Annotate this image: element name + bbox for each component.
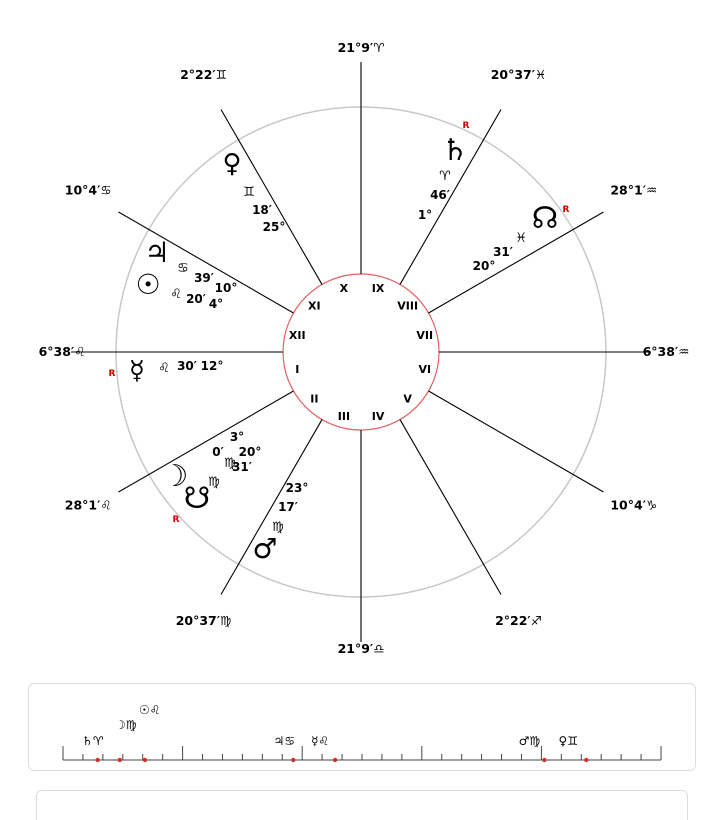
cusp-label-xi: 2°22′♊ (180, 67, 227, 83)
north-node-sign: ♓ (515, 231, 527, 246)
mars-min: 17′ (278, 500, 298, 514)
cusp-label-i: 6°38′♌ (38, 344, 86, 359)
cusp-label-v: 2°22′♐ (495, 612, 542, 628)
strip-label: ♂♍ (518, 734, 541, 748)
cusp-label-ii: 28°1′♌ (64, 497, 112, 513)
strip-label: ♄♈ (82, 734, 104, 748)
moon-sign-2: ♍ (208, 475, 220, 490)
south-node-glyph: ☋ (183, 481, 211, 516)
moon-glyph: ☽ (161, 459, 189, 494)
mars-deg: 23° (285, 481, 309, 495)
moon-deg: 3° (229, 430, 245, 444)
south-node-retro: R (172, 515, 180, 525)
cusp-line-vi (429, 391, 604, 492)
north-node-min: 31′ (493, 245, 513, 259)
house-number-ii: II (310, 392, 319, 406)
saturn-retro: R (462, 121, 470, 131)
mars-glyph: ♂ (252, 532, 278, 565)
jupiter-deg: 10° (214, 281, 238, 295)
lower-panel (36, 790, 688, 820)
strip-dot (95, 758, 99, 762)
jupiter-glyph: ♃ (144, 236, 170, 269)
strip-label: ♃♋ (273, 734, 296, 748)
strip-dot (143, 758, 147, 762)
mercury-sign: ♌ (158, 361, 170, 376)
strip-dot (118, 758, 122, 762)
mercury-min: 30′ (177, 359, 197, 373)
north-node-deg: 20° (472, 259, 496, 273)
cusp-label-iv: 21°9′♎ (337, 641, 385, 656)
strip-label: ♀♊ (558, 734, 579, 748)
sun-glyph: ☉ (135, 268, 161, 301)
house-number-xi: XI (308, 299, 321, 313)
house-number-ix: IX (371, 282, 385, 296)
mercury-retro: R (108, 369, 116, 379)
moon-extra-deg: 20° (238, 445, 262, 459)
house-number-vi: VI (418, 363, 432, 377)
inner-circle (283, 274, 439, 430)
house-number-viii: VIII (397, 299, 419, 313)
north-node-glyph: ☊ (531, 201, 559, 236)
strip-label: ☿♌ (311, 734, 330, 748)
strip-dot (584, 758, 588, 762)
strip-svg (29, 684, 697, 772)
strip-dot (542, 758, 546, 762)
house-number-xii: XII (288, 328, 306, 342)
cusp-label-vii: 6°38′♒ (642, 344, 690, 359)
cusp-label-iii: 20°37′♍ (175, 612, 232, 628)
cusp-line-ii (119, 391, 294, 492)
house-number-v: V (403, 392, 412, 406)
mercury-glyph: ☿ (129, 356, 145, 386)
sun-sign: ♌ (170, 287, 182, 302)
cusp-label-xii: 10°4′♋ (64, 182, 112, 198)
sun-deg: 4° (208, 297, 224, 311)
saturn-glyph: ♄ (441, 133, 469, 168)
venus-min: 18′ (252, 203, 272, 217)
house-number-vii: VII (416, 328, 434, 342)
cusp-label-viii: 28°1′♒ (610, 182, 658, 198)
cusp-line-viii (429, 212, 604, 313)
saturn-sign: ♈ (439, 169, 451, 184)
house-number-i: I (295, 363, 300, 377)
strip-dot (291, 758, 295, 762)
saturn-min: 46′ (430, 188, 450, 202)
jupiter-sign: ♋ (177, 261, 189, 276)
cusp-label-x: 21°9′♈ (337, 40, 385, 55)
moon-sign: ♍ (224, 456, 236, 471)
venus-sign: ♊ (243, 185, 255, 200)
mercury-deg: 12° (200, 359, 224, 373)
house-number-iii: III (337, 409, 351, 423)
strip-label: ☉♌ (138, 703, 161, 717)
north-node-retro: R (562, 205, 570, 215)
cusp-line-iii (221, 420, 322, 595)
moon-extra-min: 31′ (232, 460, 252, 474)
cusp-label-ix: 20°37′♓ (490, 67, 547, 83)
venus-deg: 25° (262, 220, 286, 234)
jupiter-min: 39′ (194, 271, 214, 285)
cusp-line-v (400, 420, 501, 595)
cusp-label-vi: 10°4′♑ (610, 497, 658, 513)
venus-glyph: ♀ (222, 149, 242, 179)
strip-label: ☽♍ (115, 718, 137, 732)
cusp-line-xi (221, 110, 322, 285)
strip-dot (333, 758, 337, 762)
house-number-x: X (339, 282, 349, 296)
moon-min: 0′ (212, 445, 224, 459)
mars-sign: ♍ (272, 520, 284, 535)
planet-position-strip (28, 683, 696, 771)
saturn-deg: 1° (417, 208, 433, 222)
house-number-iv: IV (371, 409, 385, 423)
sun-min: 20′ (186, 292, 206, 306)
